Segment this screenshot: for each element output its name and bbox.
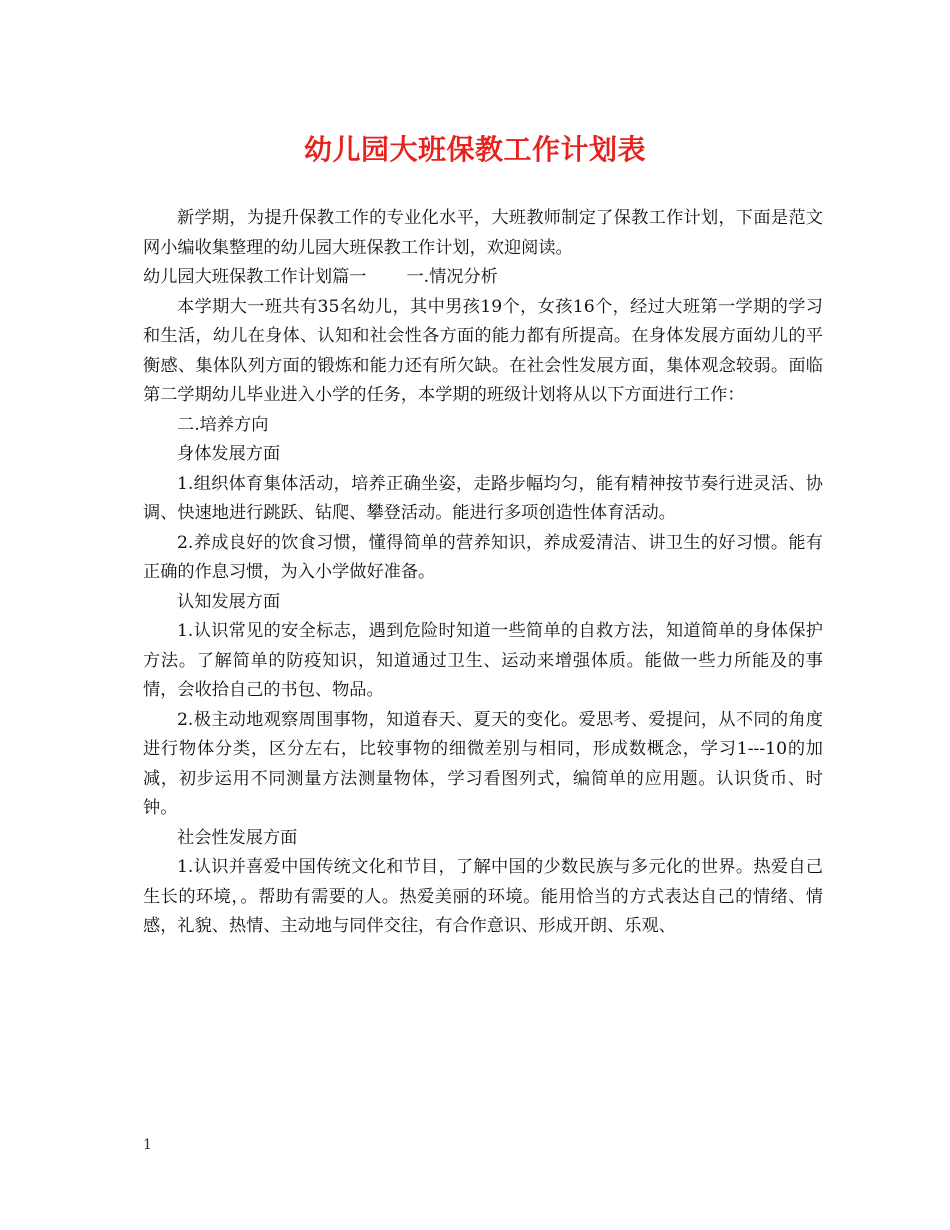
section-heading-line xyxy=(143,263,823,293)
physical-item-2: 2.养成良好的饮食习惯，懂得简单的营养知识，养成爱清洁、讲卫生的好习惯。能有正确的作息习惯，为入小学做好准备。 xyxy=(143,532,823,582)
social-item-1: 1.认识并喜爱中国传统文化和节目，了解中国的少数民族与多元化的世界。热爱自己生长的环境，。帮助有需要的人。热爱美丽的环境。能用恰当的方式表达自己的情绪、情感，礼貌、热情、主动地与同伴交往，有合作意识、形成开朗、乐观、 xyxy=(143,857,823,936)
document-title: 幼儿园大班保教工作计划表 xyxy=(303,133,646,166)
section-title-direction: 二.培养方向 xyxy=(177,414,269,435)
intro-paragraph: 新学期，为提升保教工作的专业化水平，大班教师制定了保教工作计划，下面是范文网小编收集整理的幼儿园大班保教工作计划，欢迎阅读。 xyxy=(143,208,823,258)
subheading-physical: 身体发展方面 xyxy=(177,444,281,464)
subheading-social: 社会性发展方面 xyxy=(177,827,298,848)
cognitive-item-2: 2.极主动地观察周围事物，知道春天、夏天的变化。爱思考、爱提问，从不同的角度进行物体分类，区分左右，比较事物的细微差别与相同，形成数概念，学习1---10的加减，初步运用不同测量方法测量物体，学习看图列式，编简单的应用题。认识货币、时钟。 xyxy=(143,709,823,818)
document-body xyxy=(143,204,823,942)
section-title-situation: 一.情况分析 xyxy=(406,267,498,287)
situation-paragraph: 本学期大一班共有35名幼儿，其中男孩19个，女孩16个，经过大班第一学期的学习和生活，幼儿在身体、认知和社会性各方面的能力都有所提高。在身体发展方面幼儿的平衡感、集体队列方面的锻炼和能力还有所欠缺。在社会性发展方面，集体观念较弱。面临第二学期幼儿毕业进入小学的任务，本学期的班级计划将从以下方面进行工作： xyxy=(143,296,823,405)
physical-item-1: 1.组织体育集体活动，培养正确坐姿，走路步幅均匀，能有精神按节奏行进灵活、协调、快速地进行跳跃、钻爬、攀登活动。能进行多项创造性体育活动。 xyxy=(143,473,823,523)
page-number: 1 xyxy=(143,1137,152,1153)
subheading-cognitive: 认知发展方面 xyxy=(177,591,281,612)
cognitive-item-1: 1.认识常见的安全标志，遇到危险时知道一些简单的自救方法，知道简单的身体保护方法。了解简单的防疫知识，知道通过卫生、运动来增强体质。能做一些力所能及的事情，会收拾自己的书包、物品。 xyxy=(143,621,823,700)
part-title: 幼儿园大班保教工作计划篇一 xyxy=(143,267,367,287)
